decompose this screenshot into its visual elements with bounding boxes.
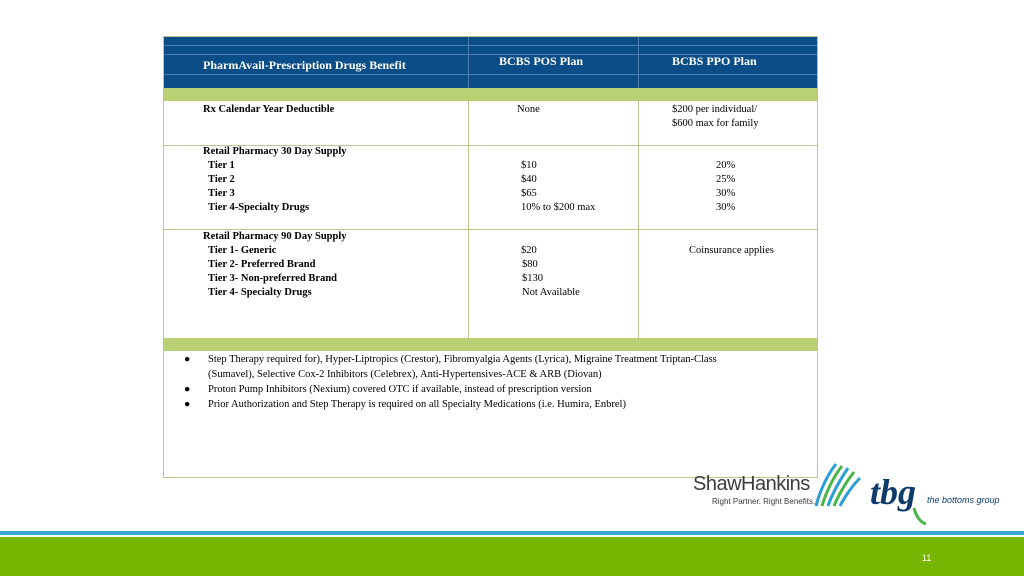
- retail30-tier3-ppo: 30%: [716, 188, 736, 199]
- benefit-title: PharmAvail-Prescription Drugs Benefit: [203, 58, 406, 72]
- deductible-pos-value: None: [517, 104, 540, 115]
- shawhankins-logo-text: ShawHankins: [693, 473, 810, 495]
- tbg-letters: tbg: [870, 472, 917, 512]
- note-text: Step Therapy required for), Hyper-Liptropics (Crestor), Fibromyalgia Agents (Lyrica), Migraine Treatment Triptan-Class: [208, 354, 717, 365]
- bullet-icon: ●: [184, 399, 191, 410]
- retail30-tier4-ppo: 30%: [716, 202, 736, 213]
- deductible-ppo-line2: $600 max for family: [672, 118, 759, 129]
- retail90-tier2-pos: $80: [522, 259, 538, 270]
- notes-list: [184, 352, 804, 412]
- retail30-tier3-pos: $65: [521, 188, 537, 199]
- note-text: Prior Authorization and Step Therapy is required on all Specialty Medications (i.e. Humira, Enbrel): [208, 399, 626, 410]
- section-band: [164, 88, 817, 101]
- retail30-tier4-label: Tier 4-Specialty Drugs: [208, 202, 310, 213]
- ppo-plan-header: BCBS PPO Plan: [672, 54, 757, 68]
- section-band: [164, 338, 817, 351]
- retail30-tier2-label: Tier 2: [208, 174, 235, 185]
- retail30-tier3-label: Tier 3: [208, 188, 235, 199]
- header-rule: [164, 74, 817, 75]
- pos-plan-header: BCBS POS Plan: [499, 54, 584, 68]
- retail30-title: Retail Pharmacy 30 Day Supply: [203, 146, 347, 157]
- column-divider: [638, 101, 639, 338]
- page-number: 11: [922, 553, 932, 563]
- header-divider: [468, 37, 469, 88]
- retail90-tier4-pos: Not Available: [522, 287, 580, 298]
- tbg-name-text: the bottoms group: [927, 495, 1000, 505]
- header-rule: [164, 45, 817, 46]
- bullet-icon: ●: [184, 384, 191, 395]
- retail30-tier2-ppo: 25%: [716, 174, 736, 185]
- deductible-label: Rx Calendar Year Deductible: [203, 104, 335, 115]
- retail90-ppo-note: Coinsurance applies: [689, 245, 774, 256]
- retail90-tier3-pos: $130: [522, 273, 543, 284]
- bullet-icon: ●: [184, 354, 191, 365]
- column-divider: [468, 101, 469, 338]
- retail90-tier3-label: Tier 3- Non-preferred Brand: [208, 273, 338, 284]
- retail30-tier4-pos: 10% to $200 max: [521, 202, 596, 213]
- retail90-tier1-label: Tier 1- Generic: [208, 245, 277, 256]
- retail90-tier2-label: Tier 2- Preferred Brand: [208, 259, 316, 270]
- note-text: Proton Pump Inhibitors (Nexium) covered OTC if available, instead of prescription version: [208, 384, 592, 395]
- retail30-tier2-pos: $40: [521, 174, 537, 185]
- footer-bar: [0, 537, 1024, 576]
- shawhankins-tagline: Right Partner. Right Benefits.: [712, 497, 816, 506]
- header-divider: [638, 37, 639, 88]
- deductible-ppo-line1: $200 per individual/: [672, 104, 758, 115]
- shawhankins-mark-icon: [814, 462, 862, 508]
- retail90-tier1-pos: $20: [521, 245, 537, 256]
- retail90-title: Retail Pharmacy 90 Day Supply: [203, 231, 347, 242]
- list-item: [184, 397, 804, 412]
- retail90-tier4-label: Tier 4- Specialty Drugs: [208, 287, 312, 298]
- retail30-tier1-label: Tier 1: [208, 160, 235, 171]
- note-text: (Sumavel), Selective Cox-2 Inhibitors (Celebrex), Anti-Hypertensives-ACE & ARB (Diovan): [208, 369, 602, 380]
- list-item: [184, 352, 804, 382]
- retail30-tier1-pos: $10: [521, 160, 537, 171]
- list-item: [184, 382, 804, 397]
- retail30-tier1-ppo: 20%: [716, 160, 736, 171]
- footer-stripe: [0, 531, 1024, 535]
